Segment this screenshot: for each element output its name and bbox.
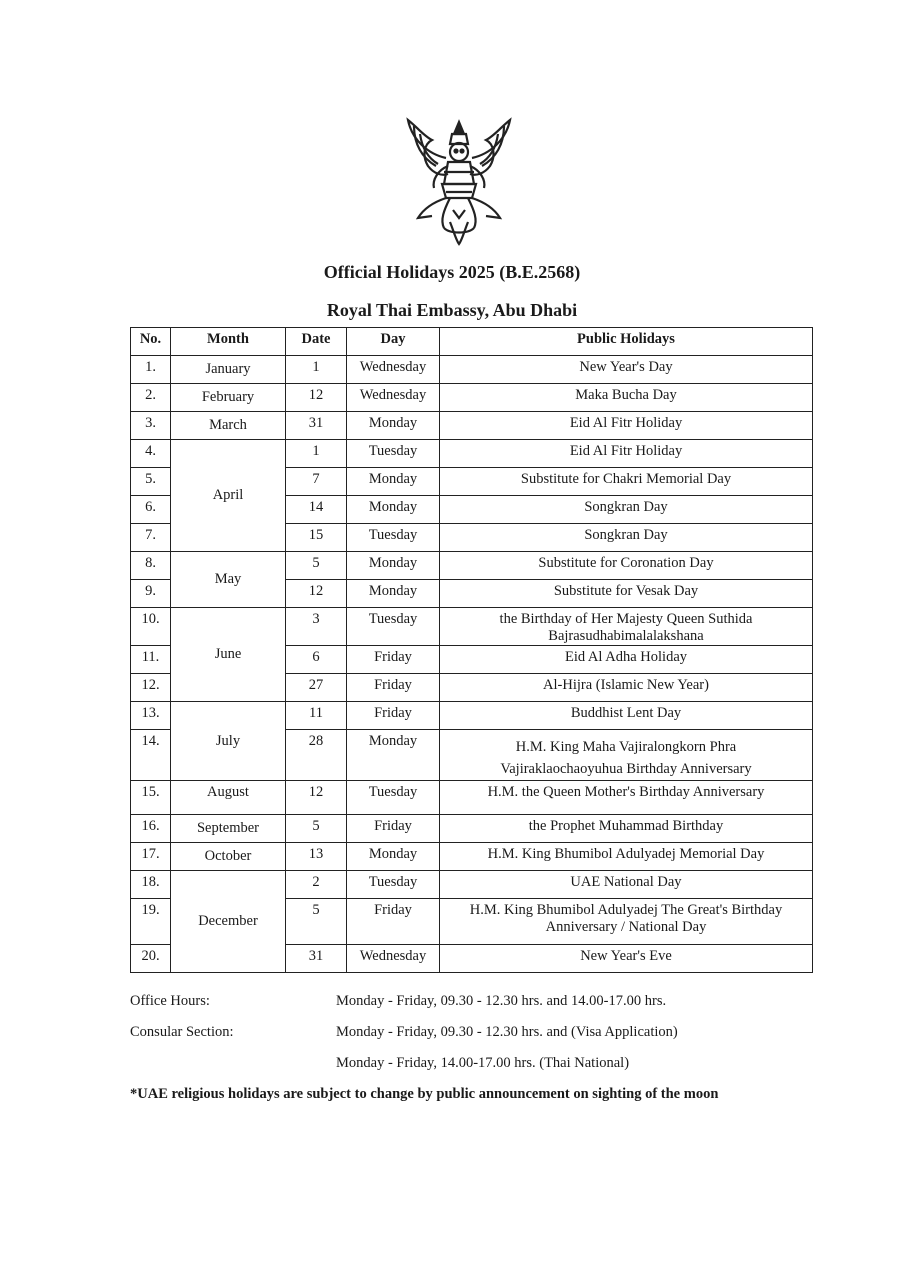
consular-section-label: Consular Section: [130, 1024, 234, 1040]
table-row [131, 356, 813, 384]
row-number: 4. [131, 440, 171, 468]
column-header-date: Date [286, 328, 347, 356]
table-row [131, 843, 813, 871]
holiday-line: Anniversary / National Day [545, 919, 707, 935]
column-header-month: Month [171, 328, 286, 356]
date-cell: 7 [286, 468, 347, 496]
month-cell: June [171, 608, 286, 702]
date-cell: 1 [286, 440, 347, 468]
row-number: 9. [131, 580, 171, 608]
day-cell: Tuesday [347, 781, 440, 815]
date-cell: 14 [286, 496, 347, 524]
table-row [131, 440, 813, 468]
date-cell: 5 [286, 815, 347, 843]
month-cell: May [171, 552, 286, 608]
table-row [131, 608, 813, 646]
column-header-public-holidays: Public Holidays [440, 328, 813, 356]
holiday-cell [440, 608, 813, 646]
office-hours-value: Monday - Friday, 09.30 - 12.30 hrs. and 14.00-17.00 hrs. [336, 993, 667, 1009]
row-number: 7. [131, 524, 171, 552]
row-number: 19. [131, 899, 171, 945]
day-cell: Monday [347, 496, 440, 524]
month-cell: February [171, 384, 286, 412]
date-cell: 11 [286, 702, 347, 730]
day-cell: Wednesday [347, 945, 440, 973]
row-number: 18. [131, 871, 171, 899]
garuda-emblem-icon [398, 114, 520, 248]
row-number: 3. [131, 412, 171, 440]
holiday-cell: Songkran Day [440, 496, 813, 524]
date-cell: 12 [286, 384, 347, 412]
page-subtitle: Royal Thai Embassy, Abu Dhabi [326, 300, 578, 320]
month-cell: December [171, 871, 286, 973]
date-cell: 31 [286, 412, 347, 440]
row-number: 1. [131, 356, 171, 384]
date-cell: 12 [286, 781, 347, 815]
month-cell: January [171, 356, 286, 384]
row-number: 5. [131, 468, 171, 496]
table-row [131, 781, 813, 815]
row-number: 14. [131, 730, 171, 781]
holiday-cell: Substitute for Coronation Day [440, 552, 813, 580]
row-number: 12. [131, 674, 171, 702]
month-cell: October [171, 843, 286, 871]
date-cell: 28 [286, 730, 347, 781]
month-cell: September [171, 815, 286, 843]
day-cell: Tuesday [347, 524, 440, 552]
month-cell: April [171, 440, 286, 552]
day-cell: Tuesday [347, 871, 440, 899]
date-cell: 5 [286, 899, 347, 945]
holiday-cell: New Year's Day [440, 356, 813, 384]
date-cell: 31 [286, 945, 347, 973]
table-row [131, 412, 813, 440]
holiday-line: H.M. King Maha Vajiralongkorn Phra [515, 739, 737, 755]
footnote: *UAE religious holidays are subject to change by public announcement on sighting of the moon [130, 1086, 719, 1102]
table-row [131, 384, 813, 412]
day-cell: Friday [347, 899, 440, 945]
row-number: 20. [131, 945, 171, 973]
day-cell: Monday [347, 552, 440, 580]
holiday-cell: the Prophet Muhammad Birthday [440, 815, 813, 843]
date-cell: 27 [286, 674, 347, 702]
holiday-cell: UAE National Day [440, 871, 813, 899]
table-row [131, 702, 813, 730]
day-cell: Tuesday [347, 440, 440, 468]
date-cell: 3 [286, 608, 347, 646]
row-number: 16. [131, 815, 171, 843]
holiday-cell: Substitute for Chakri Memorial Day [440, 468, 813, 496]
month-cell: July [171, 702, 286, 781]
date-cell: 2 [286, 871, 347, 899]
holiday-cell [440, 899, 813, 945]
row-number: 11. [131, 646, 171, 674]
holiday-cell: Eid Al Fitr Holiday [440, 412, 813, 440]
day-cell: Monday [347, 843, 440, 871]
holiday-cell: Substitute for Vesak Day [440, 580, 813, 608]
holiday-cell [440, 730, 813, 781]
date-cell: 15 [286, 524, 347, 552]
row-number: 15. [131, 781, 171, 815]
row-number: 8. [131, 552, 171, 580]
row-number: 17. [131, 843, 171, 871]
day-cell: Friday [347, 674, 440, 702]
day-cell: Friday [347, 815, 440, 843]
day-cell: Monday [347, 468, 440, 496]
holiday-cell: New Year's Eve [440, 945, 813, 973]
row-number: 2. [131, 384, 171, 412]
date-cell: 6 [286, 646, 347, 674]
holiday-line: Vajiraklaochaoyuhua Birthday Anniversary [500, 761, 752, 777]
holiday-cell: Eid Al Fitr Holiday [440, 440, 813, 468]
holiday-line: H.M. King Bhumibol Adulyadej The Great's Birthday [469, 902, 783, 918]
day-cell: Monday [347, 730, 440, 781]
date-cell: 12 [286, 580, 347, 608]
holiday-cell: H.M. King Bhumibol Adulyadej Memorial Day [440, 843, 813, 871]
date-cell: 5 [286, 552, 347, 580]
day-cell: Friday [347, 702, 440, 730]
table-row [131, 552, 813, 580]
day-cell: Wednesday [347, 384, 440, 412]
day-cell: Friday [347, 646, 440, 674]
holiday-cell: Al-Hijra (Islamic New Year) [440, 674, 813, 702]
row-number: 10. [131, 608, 171, 646]
consular-hours-thai-national: Monday - Friday, 14.00-17.00 hrs. (Thai National) [336, 1055, 630, 1071]
day-cell: Wednesday [347, 356, 440, 384]
holiday-cell: H.M. the Queen Mother's Birthday Anniversary [440, 781, 813, 815]
holiday-cell: Maka Bucha Day [440, 384, 813, 412]
row-number: 13. [131, 702, 171, 730]
day-cell: Monday [347, 580, 440, 608]
row-number: 6. [131, 496, 171, 524]
table-row [131, 815, 813, 843]
table-header-row [131, 328, 813, 356]
day-cell: Monday [347, 412, 440, 440]
holiday-cell: Buddhist Lent Day [440, 702, 813, 730]
date-cell: 1 [286, 356, 347, 384]
office-hours-label: Office Hours: [130, 993, 210, 1009]
consular-hours-visa: Monday - Friday, 09.30 - 12.30 hrs. and (Visa Application) [336, 1024, 678, 1040]
month-cell: March [171, 412, 286, 440]
column-header-day: Day [347, 328, 440, 356]
month-cell: August [171, 781, 286, 815]
holiday-line: Bajrasudhabimalalakshana [548, 628, 704, 644]
holiday-cell: Songkran Day [440, 524, 813, 552]
date-cell: 13 [286, 843, 347, 871]
table-row [131, 871, 813, 899]
holiday-cell: Eid Al Adha Holiday [440, 646, 813, 674]
column-header-no: No. [131, 328, 171, 356]
holiday-line: the Birthday of Her Majesty Queen Suthida [499, 611, 753, 627]
day-cell: Tuesday [347, 608, 440, 646]
page-title: Official Holidays 2025 (B.E.2568) [323, 262, 581, 282]
holidays-table [130, 327, 813, 973]
